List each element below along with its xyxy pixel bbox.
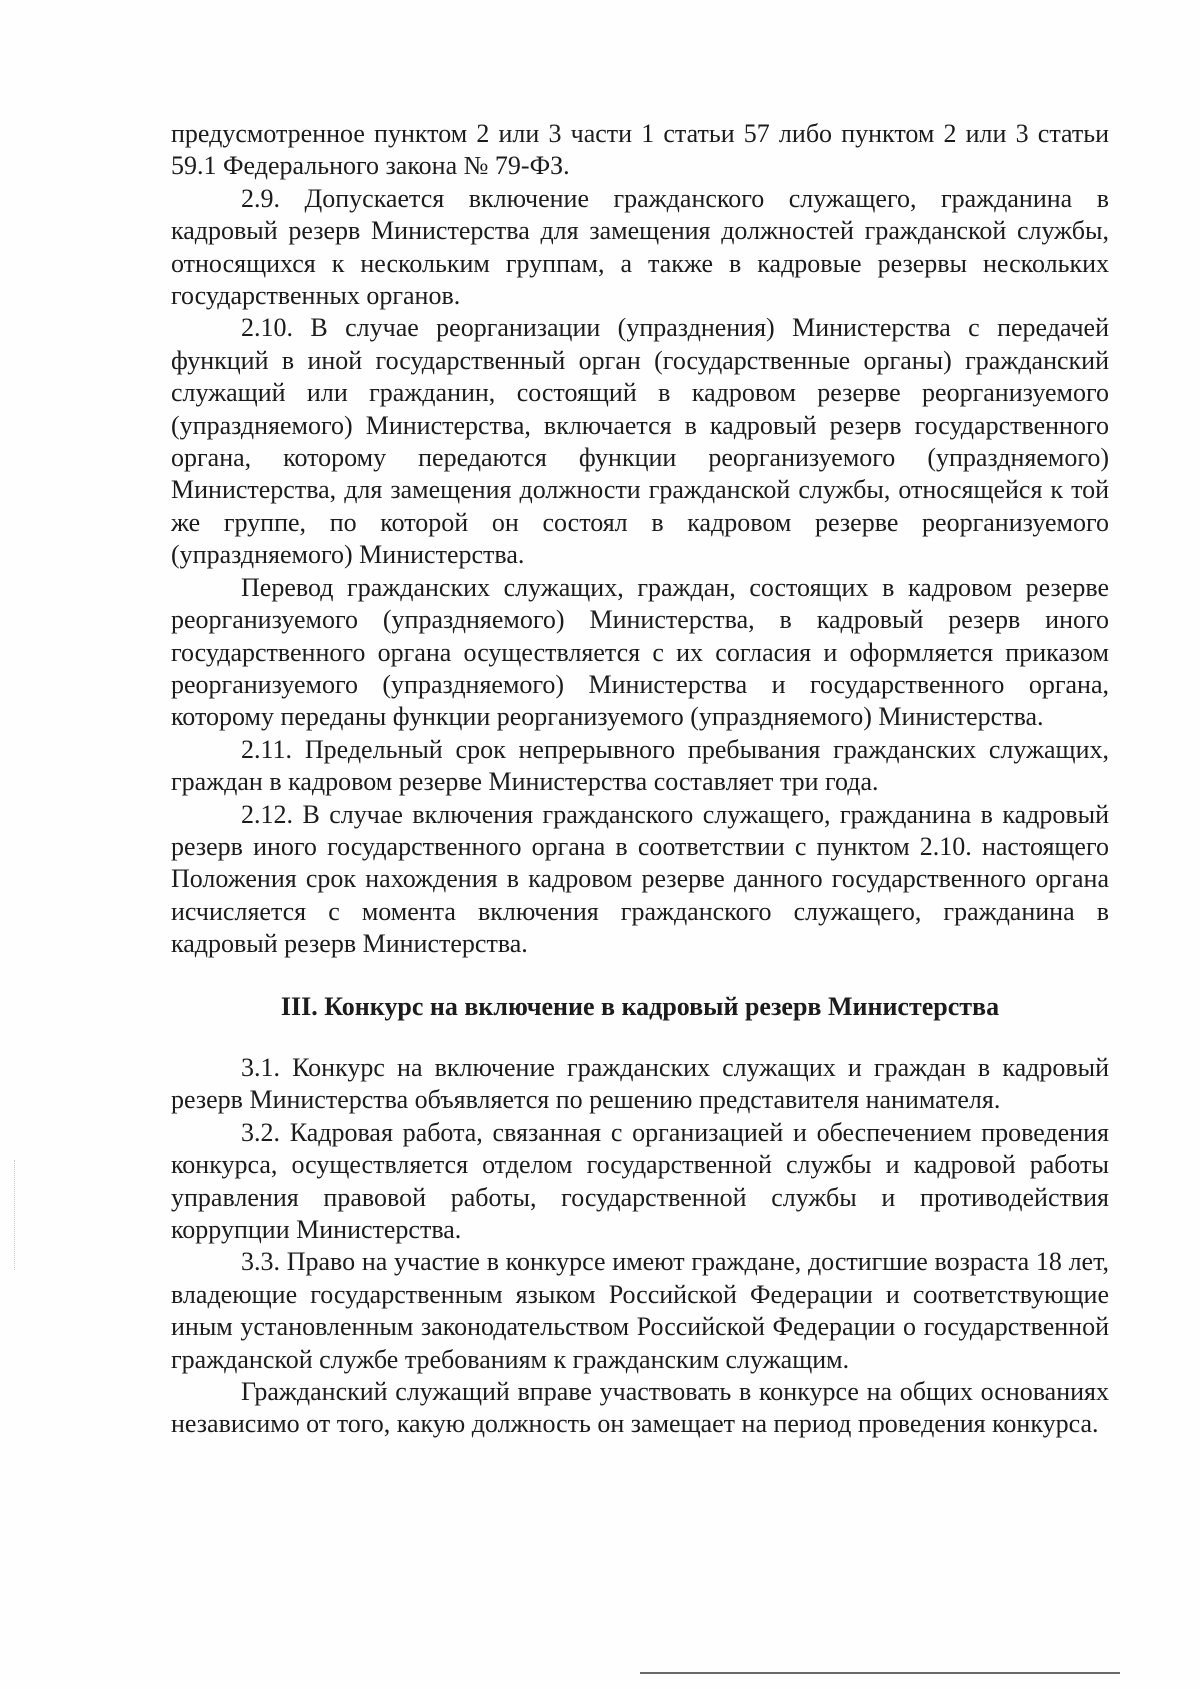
document-body	[171, 118, 1109, 1441]
paragraph-3-2: 3.2. Кадровая работа, связанная с организацией и обеспечением проведения конкурса, осуществляется отделом государственной службы и кадровой работы управления правовой работы, государственной службы и противодействия коррупции Министерства.	[171, 1117, 1109, 1244]
footer-rule	[640, 1672, 1120, 1674]
paragraph-3-1: 3.1. Конкурс на включение гражданских служащих и граждан в кадровый резерв Министерства объявляется по решению представителя нанимателя.	[171, 1052, 1109, 1115]
paragraph-3-3: 3.3. Право на участие в конкурсе имеют граждане, достигшие возраста 18 лет, владеющие государственным языком Российской Федерации и соответствующие иным установленным законодательством Российской Федерации о государственной гражданской службе требованиям к гражданским служащим.	[171, 1247, 1109, 1374]
paragraph-2-12: 2.12. В случае включения гражданского служащего, гражданина в кадровый резерв иного государственного органа в соответствии с пунктом 2.10. настоящего Положения срок нахождения в кадровом резерве данного государственного органа исчисляется с момента включения гражданского служащего, гражданина в кадровый резерв Министерства.	[171, 799, 1109, 959]
paragraph-2-9: 2.9. Допускается включение гражданского служащего, гражданина в кадровый резерв Министерства для замещения должностей гражданской службы, относящихся к нескольким группам, а также в кадровые резервы нескольких государственных органов.	[171, 183, 1109, 311]
paragraph-continuation: предусмотренное пунктом 2 или 3 части 1 статьи 57 либо пунктом 2 или 3 статьи 59.1 Федерального закона № 79-ФЗ.	[171, 119, 1109, 181]
paragraph-civil-servant: Гражданский служащий вправе участвовать в конкурсе на общих основаниях независимо от того, какую должность он замещает на период проведения конкурса.	[171, 1377, 1109, 1439]
paragraph-2-11: 2.11. Предельный срок непрерывного пребывания гражданских служащих, граждан в кадровом резерве Министерства составляет три года.	[171, 734, 1109, 797]
section-heading: III. Конкурс на включение в кадровый резерв Министерства	[280, 991, 1000, 1021]
paragraph-transfer: Перевод гражданских служащих, граждан, состоящих в кадровом резерве реорганизуемого (упраздняемого) Министерства, в кадровый резерв иного государственного органа осуществляется с их согласия и оформляется приказом реорганизуемого (упраздняемого) Министерства и государственного органа, которому переданы функции реорганизуемого (упраздняемого) Министерства.	[171, 572, 1109, 732]
scan-binding-mark	[14, 1160, 15, 1270]
paragraph-2-10: 2.10. В случае реорганизации (упразднения) Министерства с передачей функций в иной государственный орган (государственные органы) гражданский служащий или гражданин, состоящий в кадровом резерве реорганизуемого (упраздняемого) Министерства, включается в кадровый резерв государственного органа, которому передаются функции реорганизуемого (упраздняемого) Министерства, для замещения должности гражданской службы, относящейся к той же группе, по которой он состоял в кадровом резерве реорганизуемого (упраздняемого) Министерства.	[171, 313, 1109, 570]
